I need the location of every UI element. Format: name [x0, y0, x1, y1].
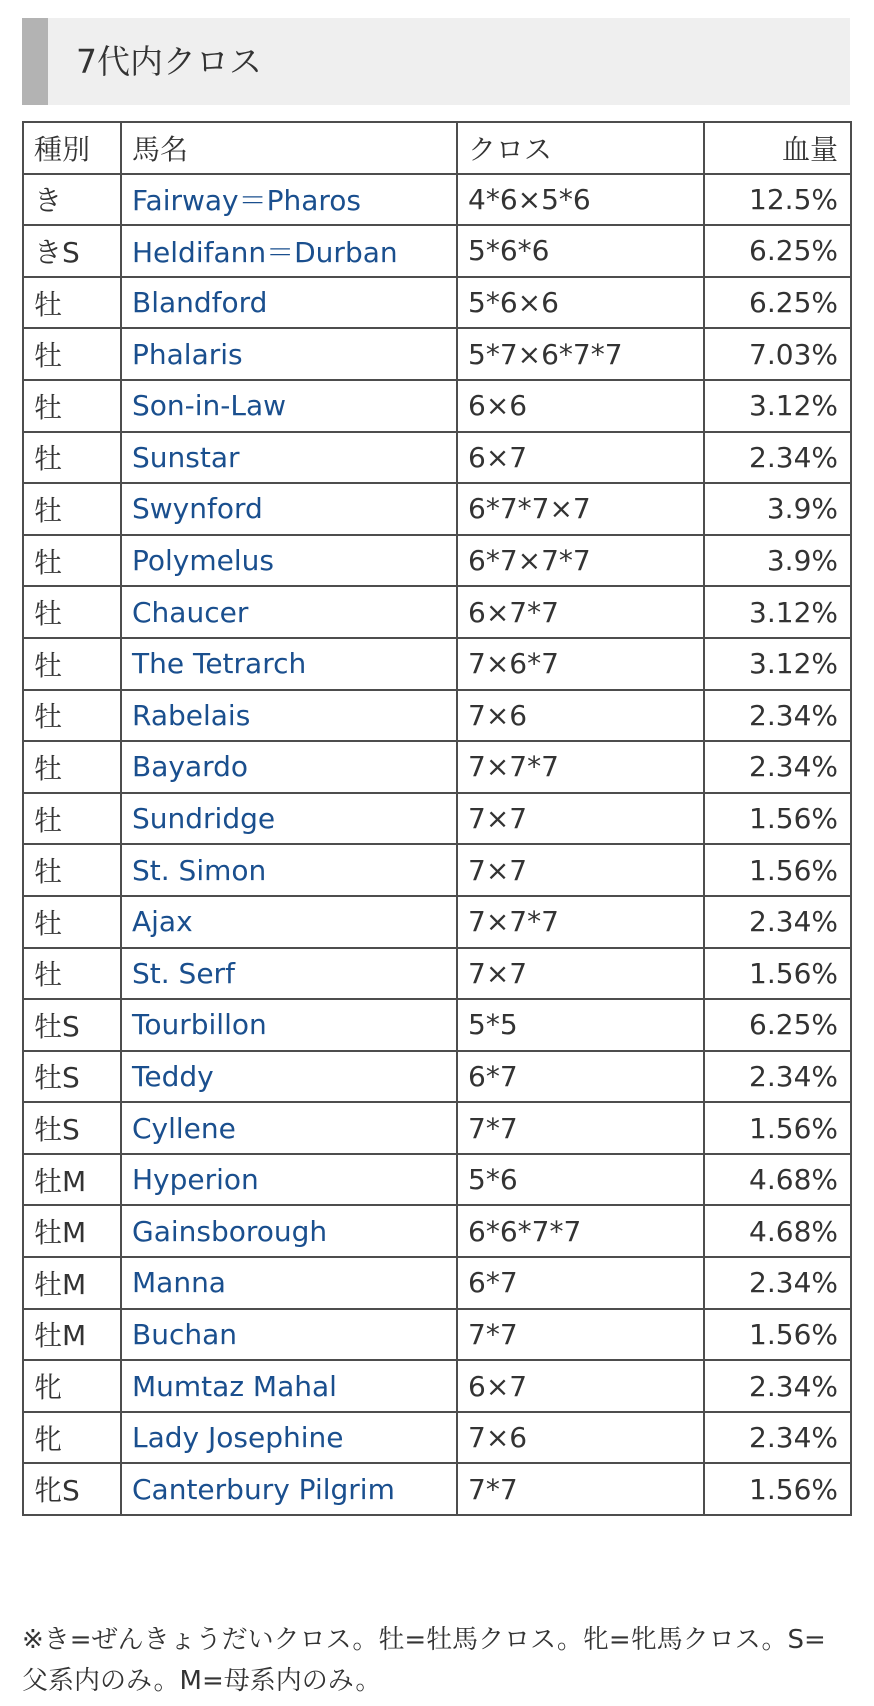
table-row [23, 1463, 851, 1515]
table-row [23, 1257, 851, 1309]
horse-name-link[interactable]: Manna [132, 1266, 226, 1300]
cell-name [121, 535, 457, 587]
cell-blood: 2.34% [704, 1412, 851, 1464]
cell-cross: 7×6 [457, 690, 704, 742]
horse-name-link[interactable]: St. Serf [132, 956, 235, 990]
cell-cross: 7×7 [457, 793, 704, 845]
cell-name [121, 328, 457, 380]
cell-type: 牡 [23, 380, 121, 432]
cell-cross: 6*7 [457, 1051, 704, 1103]
cell-blood: 6.25% [704, 225, 851, 277]
cell-blood: 6.25% [704, 277, 851, 329]
horse-name-link[interactable]: Ajax [132, 905, 193, 939]
cell-cross: 6×7*7 [457, 586, 704, 638]
cell-blood: 1.56% [704, 1309, 851, 1361]
cell-type: 牡 [23, 535, 121, 587]
table-row [23, 1205, 851, 1257]
cell-blood: 2.34% [704, 896, 851, 948]
cell-blood: 2.34% [704, 741, 851, 793]
cell-type: 牡S [23, 999, 121, 1051]
horse-name-link[interactable]: Bayardo [132, 750, 249, 784]
horse-name-link[interactable]: Tourbillon [132, 1008, 267, 1042]
cell-blood: 3.12% [704, 638, 851, 690]
cell-blood: 6.25% [704, 999, 851, 1051]
cell-name [121, 483, 457, 535]
header-blood: 血量 [704, 122, 851, 174]
horse-name-link[interactable]: Blandford [132, 286, 268, 320]
cross-table [22, 121, 852, 1516]
cell-blood: 3.12% [704, 586, 851, 638]
horse-name-link[interactable]: Son-in-Law [132, 389, 287, 423]
cell-blood: 1.56% [704, 948, 851, 1000]
cell-type: 牡 [23, 328, 121, 380]
table-row [23, 638, 851, 690]
cell-cross: 6*7*7×7 [457, 483, 704, 535]
cell-blood: 2.34% [704, 1257, 851, 1309]
table-row [23, 1360, 851, 1412]
horse-name-link[interactable]: Cyllene [132, 1111, 236, 1145]
table-row [23, 999, 851, 1051]
cell-type: 牡 [23, 948, 121, 1000]
cell-type: 牡M [23, 1309, 121, 1361]
cell-type: 牡 [23, 483, 121, 535]
cell-name [121, 586, 457, 638]
cell-type: 牡M [23, 1154, 121, 1206]
cell-type: 牡 [23, 586, 121, 638]
horse-name-link[interactable]: St. Simon [132, 853, 267, 887]
cell-type: 牡 [23, 638, 121, 690]
cell-blood: 2.34% [704, 690, 851, 742]
cell-blood: 3.9% [704, 483, 851, 535]
cell-blood: 3.12% [704, 380, 851, 432]
horse-name-link[interactable]: Hyperion [132, 1163, 259, 1197]
table-row [23, 483, 851, 535]
cell-type: 牡 [23, 432, 121, 484]
cell-cross: 5*6×6 [457, 277, 704, 329]
horse-name-link[interactable]: Buchan [132, 1317, 237, 1351]
cell-cross: 7×7*7 [457, 896, 704, 948]
cell-cross: 7*7 [457, 1309, 704, 1361]
horse-name-link[interactable]: Sundridge [132, 802, 276, 836]
cell-name [121, 999, 457, 1051]
cell-cross: 5*6*6 [457, 225, 704, 277]
cell-type: 牝S [23, 1463, 121, 1515]
header-cross: クロス [457, 122, 704, 174]
horse-name-link[interactable]: Mumtaz Mahal [132, 1369, 337, 1403]
header-type: 種別 [23, 122, 121, 174]
section-heading [22, 18, 850, 105]
cell-cross: 7×7 [457, 844, 704, 896]
horse-name-link[interactable]: Heldifann＝Durban [132, 235, 398, 269]
cell-type: 牡 [23, 896, 121, 948]
cell-cross: 7×7 [457, 948, 704, 1000]
horse-name-link[interactable]: Lady Josephine [132, 1421, 344, 1455]
cell-blood: 3.9% [704, 535, 851, 587]
cell-cross: 7×6*7 [457, 638, 704, 690]
horse-name-link[interactable]: Chaucer [132, 595, 249, 629]
cell-type: 牡S [23, 1051, 121, 1103]
cell-blood: 1.56% [704, 1463, 851, 1515]
cell-cross: 7*7 [457, 1463, 704, 1515]
table-header-row [23, 122, 851, 174]
cell-type: 牡 [23, 741, 121, 793]
cell-blood: 12.5% [704, 174, 851, 226]
cell-cross: 7×7*7 [457, 741, 704, 793]
cell-name [121, 1309, 457, 1361]
cell-name [121, 690, 457, 742]
cell-type: 牡 [23, 277, 121, 329]
cell-blood: 4.68% [704, 1205, 851, 1257]
cell-blood: 1.56% [704, 793, 851, 845]
table-row [23, 896, 851, 948]
cell-name [121, 1102, 457, 1154]
table-row [23, 380, 851, 432]
cell-cross: 5*7×6*7*7 [457, 328, 704, 380]
cell-cross: 4*6×5*6 [457, 174, 704, 226]
table-row [23, 1051, 851, 1103]
cell-type: 牡 [23, 793, 121, 845]
section-title: 7代内クロス [76, 42, 262, 81]
table-row [23, 586, 851, 638]
horse-name-link[interactable]: Gainsborough [132, 1214, 328, 1248]
cell-name [121, 225, 457, 277]
horse-name-link[interactable]: The Tetrarch [132, 647, 307, 681]
horse-name-link[interactable]: Canterbury Pilgrim [132, 1472, 395, 1506]
table-row [23, 277, 851, 329]
horse-name-link[interactable]: Polymelus [132, 544, 274, 578]
horse-name-link[interactable]: Fairway＝Pharos [132, 184, 362, 218]
cell-name [121, 277, 457, 329]
cell-name [121, 896, 457, 948]
cell-cross: 6*7×7*7 [457, 535, 704, 587]
cell-blood: 7.03% [704, 328, 851, 380]
footnote [22, 1620, 854, 1702]
cell-cross: 6×6 [457, 380, 704, 432]
cell-type: 牝 [23, 1360, 121, 1412]
cell-blood: 2.34% [704, 1360, 851, 1412]
cell-blood: 1.56% [704, 1102, 851, 1154]
cell-type: きS [23, 225, 121, 277]
cell-name [121, 380, 457, 432]
cell-name [121, 741, 457, 793]
cell-type: 牡M [23, 1257, 121, 1309]
cell-name [121, 1051, 457, 1103]
table-row [23, 948, 851, 1000]
cell-name [121, 1412, 457, 1464]
footnote-line-1: ※き=ぜんきょうだいクロス。牡=牡馬クロス。牝=牝馬クロス。S= [22, 1625, 826, 1655]
table-row [23, 535, 851, 587]
table-row [23, 1309, 851, 1361]
cell-type: 牡S [23, 1102, 121, 1154]
cell-name [121, 1154, 457, 1206]
cell-blood: 2.34% [704, 432, 851, 484]
horse-name-link[interactable]: Swynford [132, 492, 263, 526]
cell-cross: 7×6 [457, 1412, 704, 1464]
table-row [23, 1102, 851, 1154]
cell-type: き [23, 174, 121, 226]
cell-type: 牝 [23, 1412, 121, 1464]
table-row [23, 1154, 851, 1206]
cell-cross: 6×7 [457, 432, 704, 484]
heading-accent-bar [22, 18, 48, 105]
table-row [23, 793, 851, 845]
cell-type: 牡 [23, 844, 121, 896]
cell-cross: 5*6 [457, 1154, 704, 1206]
cell-cross: 6×7 [457, 1360, 704, 1412]
cell-name [121, 844, 457, 896]
table-row [23, 328, 851, 380]
cell-name [121, 1257, 457, 1309]
cell-cross: 6*6*7*7 [457, 1205, 704, 1257]
table-row [23, 690, 851, 742]
cell-name [121, 1360, 457, 1412]
cell-name [121, 793, 457, 845]
cell-type: 牡 [23, 690, 121, 742]
cell-name [121, 638, 457, 690]
footnote-line-2: 父系内のみ。M=母系内のみ。 [22, 1666, 382, 1696]
horse-name-link[interactable]: Phalaris [132, 337, 243, 371]
table-row [23, 225, 851, 277]
cell-name [121, 174, 457, 226]
cell-blood: 4.68% [704, 1154, 851, 1206]
cell-name [121, 432, 457, 484]
cell-cross: 6*7 [457, 1257, 704, 1309]
horse-name-link[interactable]: Rabelais [132, 698, 251, 732]
cell-type: 牡M [23, 1205, 121, 1257]
cell-cross: 7*7 [457, 1102, 704, 1154]
cell-name [121, 948, 457, 1000]
cell-cross: 5*5 [457, 999, 704, 1051]
horse-name-link[interactable]: Teddy [132, 1059, 214, 1093]
header-name: 馬名 [121, 122, 457, 174]
cell-blood: 2.34% [704, 1051, 851, 1103]
table-body [23, 174, 851, 1515]
cell-name [121, 1205, 457, 1257]
table-row [23, 741, 851, 793]
cell-name [121, 1463, 457, 1515]
table-row [23, 1412, 851, 1464]
table-row [23, 844, 851, 896]
table-row [23, 174, 851, 226]
cell-blood: 1.56% [704, 844, 851, 896]
horse-name-link[interactable]: Sunstar [132, 440, 240, 474]
table-row [23, 432, 851, 484]
